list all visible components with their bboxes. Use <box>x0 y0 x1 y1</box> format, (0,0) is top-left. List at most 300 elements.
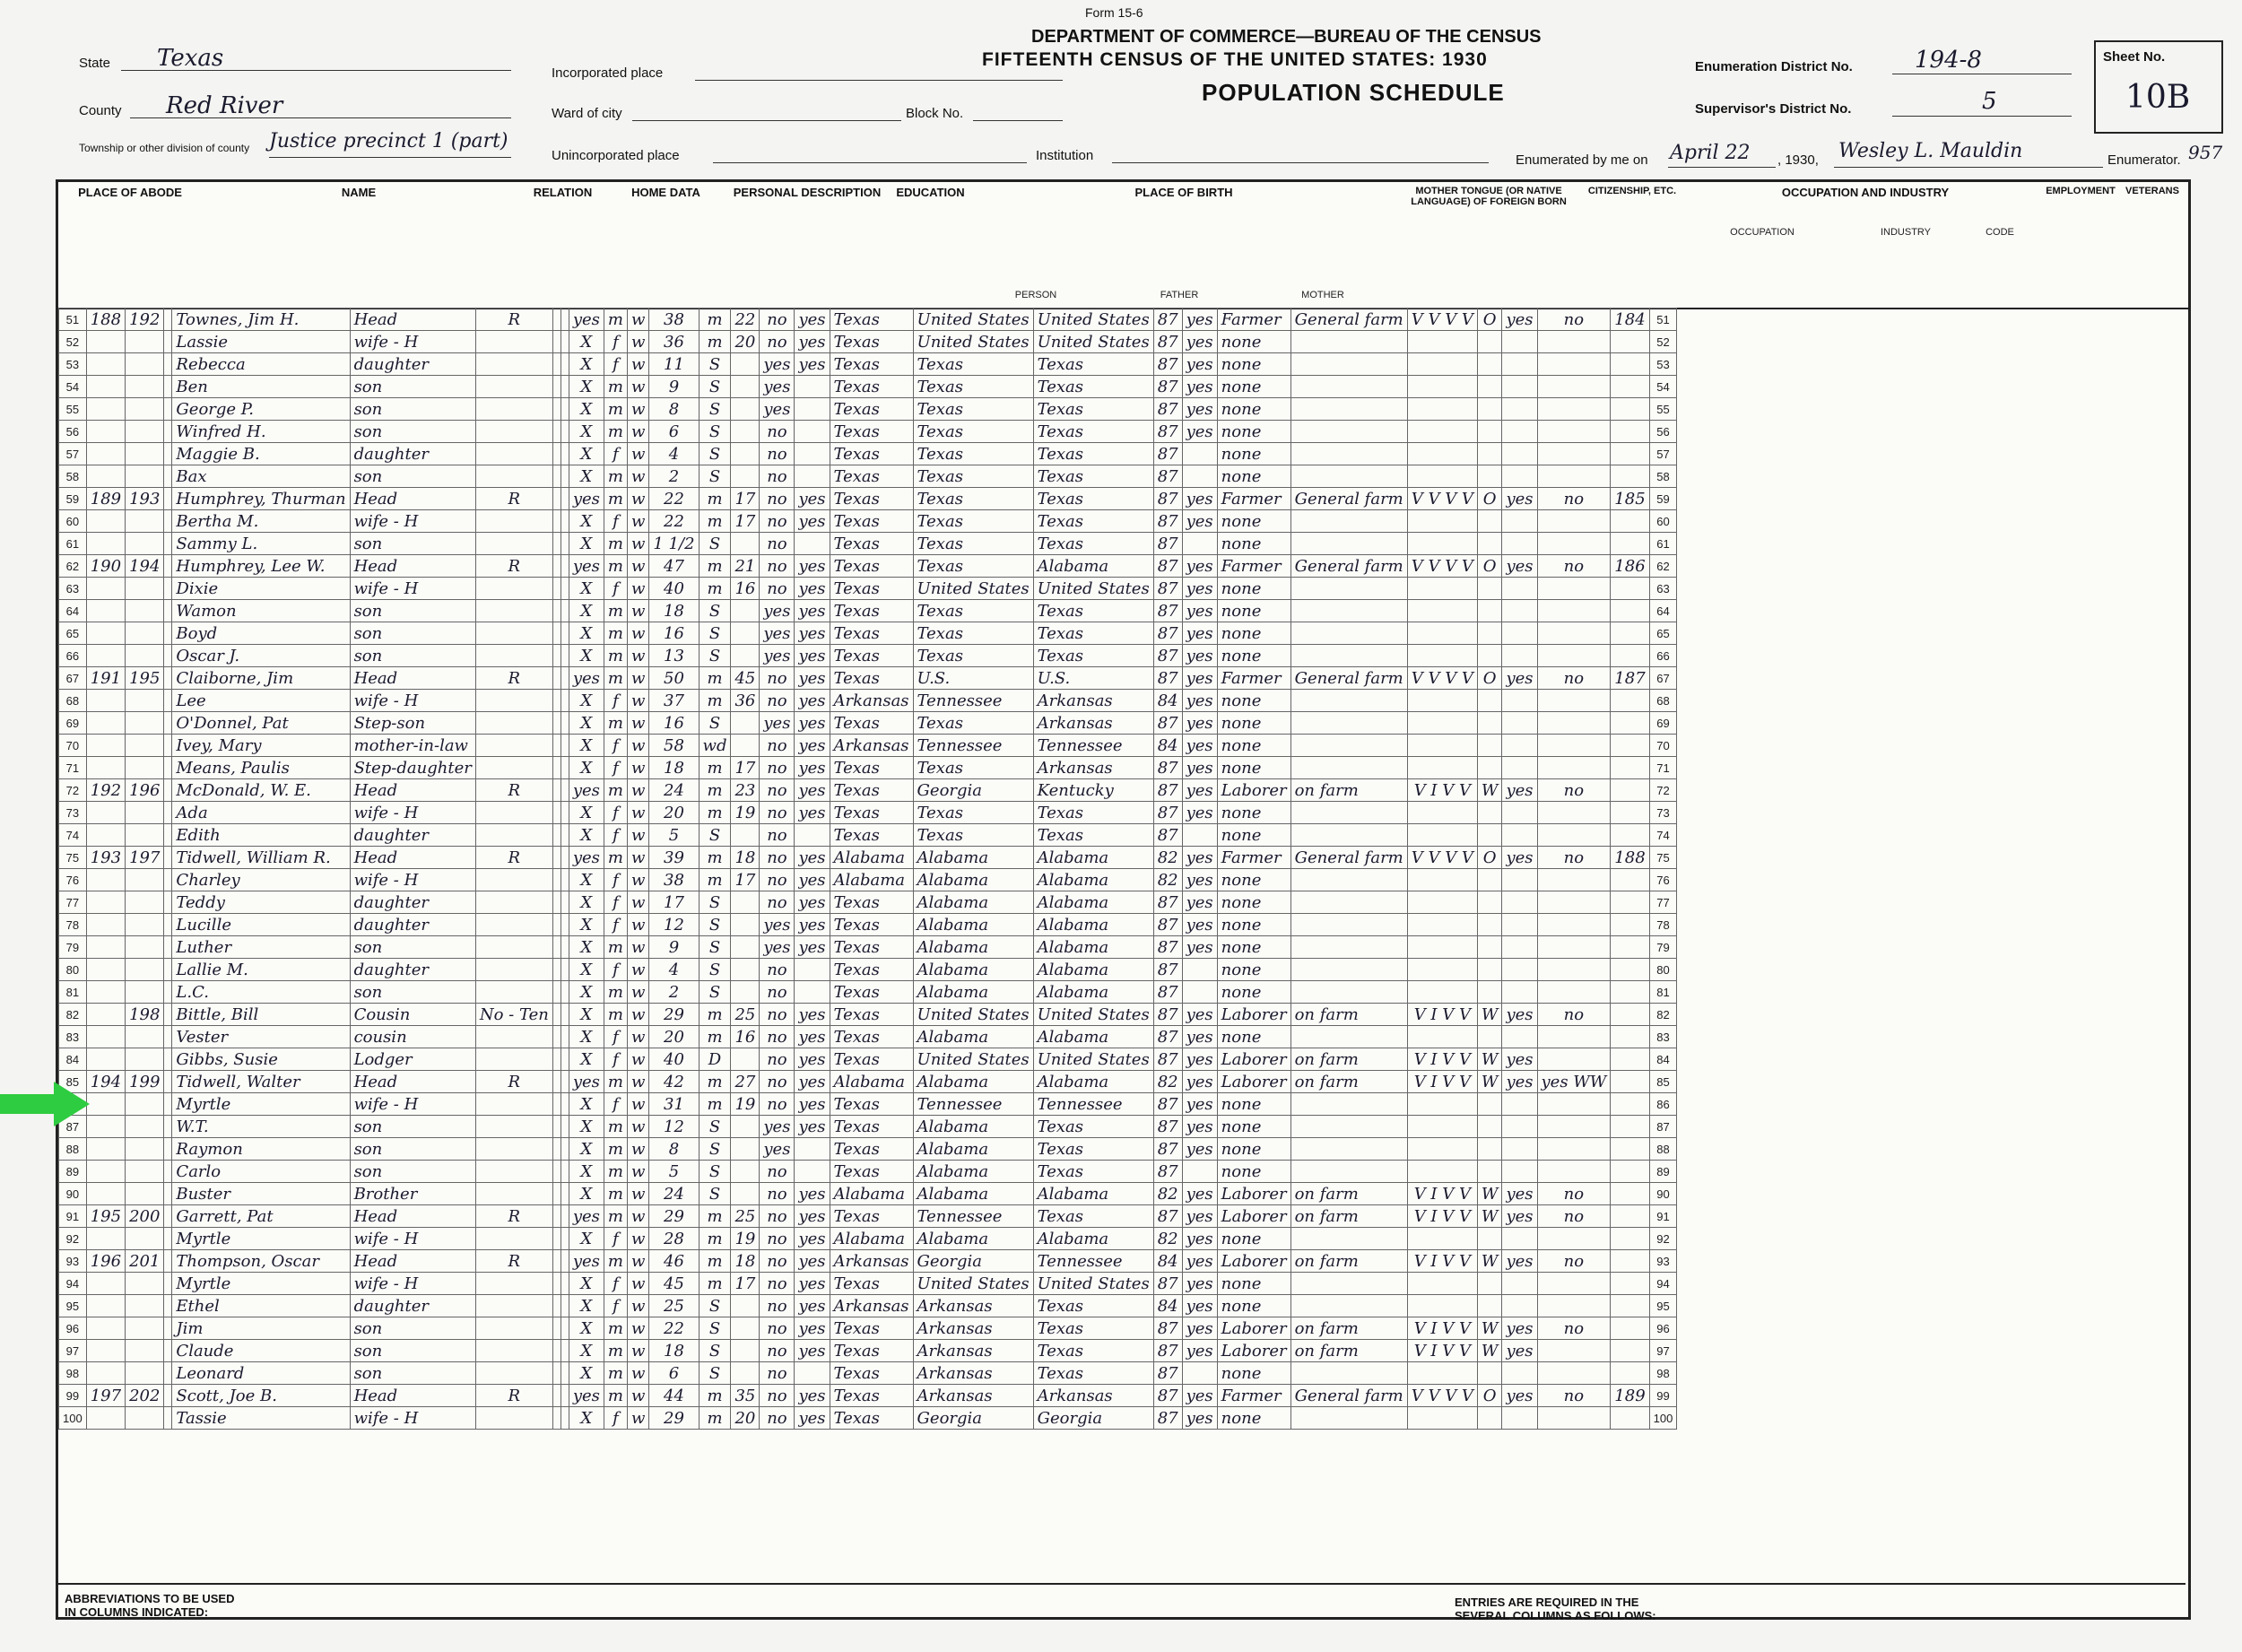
cell-oc <box>1407 959 1477 981</box>
cell-fam <box>126 421 164 443</box>
cell-name: Wamon <box>172 600 350 622</box>
cell-empty <box>552 600 560 622</box>
cell-code: 87 <box>1153 1205 1182 1228</box>
cell-emp: yes <box>1502 1340 1537 1362</box>
cell-code: 82 <box>1153 1183 1182 1205</box>
cell-mbp: Arkansas <box>1033 1385 1153 1407</box>
cell-ind <box>1290 1273 1407 1295</box>
cell-mar: S <box>699 600 731 622</box>
incorporated-underline <box>695 80 1063 81</box>
cell-bp: Texas <box>830 376 913 398</box>
cell-read <box>795 1362 830 1385</box>
cell-own: R <box>475 1205 552 1228</box>
cell-name: Myrtle <box>172 1093 350 1116</box>
cell-farm: X <box>569 465 604 488</box>
cell-cls <box>1477 600 1502 622</box>
cell-ind <box>1290 353 1407 376</box>
cell-fbp: Texas <box>913 421 1033 443</box>
cell-ln: 85 <box>59 1071 87 1093</box>
cell-mbp: Alabama <box>1033 1071 1153 1093</box>
cell-own: R <box>475 309 552 331</box>
cell-name: Winfred H. <box>172 421 350 443</box>
cell-sex: f <box>604 1407 627 1430</box>
cell-own <box>475 1048 552 1071</box>
cell-fbp: United States <box>913 309 1033 331</box>
cell-bp: Texas <box>830 1004 913 1026</box>
cell-mbp: Texas <box>1033 645 1153 667</box>
cell-mbp: Kentucky <box>1033 779 1153 802</box>
cell-race: w <box>627 1004 648 1026</box>
cell-occ: none <box>1217 421 1290 443</box>
cell-dw <box>86 959 125 981</box>
cell-read <box>795 376 830 398</box>
table-row <box>59 398 1677 421</box>
cell-dw <box>86 802 125 824</box>
cell-vet <box>1537 1138 1611 1161</box>
cell-emp <box>1502 981 1537 1004</box>
cell-sch: yes <box>760 936 795 959</box>
col-place-of-birth: PLACE OF BIRTH <box>1134 186 1233 199</box>
cell-agem <box>731 1183 760 1205</box>
cell-read: yes <box>795 802 830 824</box>
cell-rel: wife - H <box>350 1273 475 1295</box>
cell-ln: 72 <box>1649 779 1677 802</box>
cell-ln: 71 <box>59 757 87 779</box>
cell-agem: 45 <box>731 667 760 690</box>
cell-bp: Texas <box>830 1116 913 1138</box>
cell-ln: 60 <box>59 510 87 533</box>
cell-sex: m <box>604 488 627 510</box>
cell-eng: yes <box>1182 1116 1217 1138</box>
cell-ln: 51 <box>1649 309 1677 331</box>
cell-age: 47 <box>649 555 699 578</box>
cell-dw <box>86 578 125 600</box>
cell-read: yes <box>795 622 830 645</box>
cell-code: 87 <box>1153 1407 1182 1430</box>
cell-oc <box>1407 936 1477 959</box>
cell-empty <box>164 1385 172 1407</box>
cell-mar: S <box>699 824 731 847</box>
cell-farm: X <box>569 959 604 981</box>
cell-fbp: United States <box>913 1048 1033 1071</box>
cell-fam <box>126 465 164 488</box>
cell-bp: Alabama <box>830 1071 913 1093</box>
cell-code: 87 <box>1153 353 1182 376</box>
cell-race: w <box>627 847 648 869</box>
cell-ln: 59 <box>59 488 87 510</box>
cell-code: 87 <box>1153 914 1182 936</box>
cell-age: 2 <box>649 981 699 1004</box>
cell-agem: 36 <box>731 690 760 712</box>
cell-ln: 93 <box>59 1250 87 1273</box>
cell-fam <box>126 1317 164 1340</box>
cell-cls <box>1477 981 1502 1004</box>
cell-mar: S <box>699 1183 731 1205</box>
cell-occ: Farmer <box>1217 488 1290 510</box>
cell-mar: S <box>699 1138 731 1161</box>
cell-bp: Texas <box>830 578 913 600</box>
cell-agem <box>731 398 760 421</box>
cell-name: Buster <box>172 1183 350 1205</box>
cell-name: Ada <box>172 802 350 824</box>
cell-own <box>475 1228 552 1250</box>
cell-mar: m <box>699 1250 731 1273</box>
table-row <box>59 555 1677 578</box>
cell-mbp: Texas <box>1033 1362 1153 1385</box>
cell-empty <box>164 779 172 802</box>
cell-ln: 80 <box>59 959 87 981</box>
cell-cls: O <box>1477 1385 1502 1407</box>
cell-empty <box>164 1273 172 1295</box>
cell-read: yes <box>795 1295 830 1317</box>
cell-ind: General farm <box>1290 1385 1407 1407</box>
cell-empty <box>164 1317 172 1340</box>
cell-cls <box>1477 465 1502 488</box>
cell-read <box>795 443 830 465</box>
cell-fn <box>1611 1340 1649 1362</box>
cell-fn: 189 <box>1611 1385 1649 1407</box>
cell-dw <box>86 712 125 735</box>
cell-rel: wife - H <box>350 331 475 353</box>
cell-sex: f <box>604 869 627 891</box>
cell-agem: 19 <box>731 802 760 824</box>
cell-ln: 88 <box>59 1138 87 1161</box>
cell-sch: no <box>760 981 795 1004</box>
cell-mar: m <box>699 309 731 331</box>
cell-name: Townes, Jim H. <box>172 309 350 331</box>
cell-ln: 61 <box>1649 533 1677 555</box>
cell-vet <box>1537 533 1611 555</box>
cell-empty <box>164 936 172 959</box>
cell-farm: X <box>569 914 604 936</box>
cell-farm: X <box>569 1138 604 1161</box>
cell-fbp: Alabama <box>913 1071 1033 1093</box>
cell-ln: 90 <box>1649 1183 1677 1205</box>
cell-empty <box>552 533 560 555</box>
cell-mar: S <box>699 443 731 465</box>
cell-agem: 19 <box>731 1228 760 1250</box>
cell-bp: Alabama <box>830 847 913 869</box>
cell-empty <box>164 331 172 353</box>
cell-name: Lucille <box>172 914 350 936</box>
cell-mar: m <box>699 1205 731 1228</box>
enumerator-underline <box>1834 167 2103 168</box>
cell-vet <box>1537 914 1611 936</box>
cell-empty <box>552 1161 560 1183</box>
cell-fn <box>1611 779 1649 802</box>
cell-fbp: Alabama <box>913 1116 1033 1138</box>
cell-rel: Head <box>350 667 475 690</box>
cell-age: 4 <box>649 443 699 465</box>
cell-ln: 70 <box>59 735 87 757</box>
cell-ln: 54 <box>59 376 87 398</box>
cell-rel: Head <box>350 847 475 869</box>
cell-fn <box>1611 510 1649 533</box>
cell-eng: yes <box>1182 1004 1217 1026</box>
cell-mbp: Texas <box>1033 376 1153 398</box>
cell-occ: none <box>1217 645 1290 667</box>
corner-number: 957 <box>2188 142 2223 163</box>
cell-name: Myrtle <box>172 1228 350 1250</box>
cell-fn <box>1611 802 1649 824</box>
cell-rel: daughter <box>350 824 475 847</box>
cell-eng: yes <box>1182 398 1217 421</box>
cell-ind: General farm <box>1290 488 1407 510</box>
cell-name: Claiborne, Jim <box>172 667 350 690</box>
cell-race: w <box>627 645 648 667</box>
cell-code: 87 <box>1153 488 1182 510</box>
cell-own: R <box>475 1071 552 1093</box>
cell-radio <box>560 1250 569 1273</box>
cell-own <box>475 824 552 847</box>
cell-sex: f <box>604 1048 627 1071</box>
cell-dw <box>86 690 125 712</box>
cell-code: 87 <box>1153 578 1182 600</box>
cell-radio <box>560 981 569 1004</box>
cell-own <box>475 1340 552 1362</box>
cell-mar: S <box>699 1295 731 1317</box>
cell-fn <box>1611 1250 1649 1273</box>
cell-rel: Head <box>350 555 475 578</box>
cell-empty <box>552 802 560 824</box>
table-row <box>59 1228 1677 1250</box>
cell-farm: X <box>569 1004 604 1026</box>
cell-empty <box>552 757 560 779</box>
cell-mar: m <box>699 488 731 510</box>
cell-fam: 201 <box>126 1250 164 1273</box>
census-table <box>58 308 1677 1430</box>
cell-empty <box>164 959 172 981</box>
cell-age: 8 <box>649 1138 699 1161</box>
cell-vet <box>1537 645 1611 667</box>
col-name: NAME <box>341 186 377 199</box>
cell-ln: 68 <box>1649 690 1677 712</box>
cell-dw <box>86 936 125 959</box>
cell-empty <box>164 891 172 914</box>
cell-eng <box>1182 1161 1217 1183</box>
cell-own: R <box>475 847 552 869</box>
cell-vet: no <box>1537 847 1611 869</box>
cell-fn: 185 <box>1611 488 1649 510</box>
cell-eng: yes <box>1182 1317 1217 1340</box>
cell-code: 87 <box>1153 757 1182 779</box>
cell-sch: no <box>760 1407 795 1430</box>
cell-eng: yes <box>1182 802 1217 824</box>
cell-oc <box>1407 981 1477 1004</box>
cell-code: 87 <box>1153 667 1182 690</box>
cell-age: 50 <box>649 667 699 690</box>
cell-race: w <box>627 555 648 578</box>
cell-empty <box>552 1093 560 1116</box>
cell-read <box>795 959 830 981</box>
cell-read: yes <box>795 1340 830 1362</box>
cell-vet: yes WW <box>1537 1071 1611 1093</box>
cell-age: 24 <box>649 1183 699 1205</box>
cell-rel: son <box>350 465 475 488</box>
cell-fbp: Arkansas <box>913 1317 1033 1340</box>
cell-ln: 96 <box>1649 1317 1677 1340</box>
cell-mbp: Texas <box>1033 533 1153 555</box>
cell-bp: Texas <box>830 353 913 376</box>
cell-read: yes <box>795 331 830 353</box>
cell-sch: no <box>760 690 795 712</box>
cell-mar: m <box>699 667 731 690</box>
cell-rel: wife - H <box>350 802 475 824</box>
cell-sex: f <box>604 510 627 533</box>
cell-oc <box>1407 1362 1477 1385</box>
cell-age: 9 <box>649 936 699 959</box>
cell-read: yes <box>795 1385 830 1407</box>
cell-code: 84 <box>1153 735 1182 757</box>
cell-age: 44 <box>649 1385 699 1407</box>
cell-farm: X <box>569 690 604 712</box>
cell-fn <box>1611 891 1649 914</box>
cell-read <box>795 465 830 488</box>
cell-vet: no <box>1537 1250 1611 1273</box>
cell-age: 29 <box>649 1205 699 1228</box>
cell-code: 87 <box>1153 398 1182 421</box>
cell-fam <box>126 1407 164 1430</box>
table-row <box>59 1362 1677 1385</box>
cell-occ: Laborer <box>1217 1340 1290 1362</box>
cell-fn <box>1611 465 1649 488</box>
cell-emp <box>1502 533 1537 555</box>
cell-eng: yes <box>1182 1273 1217 1295</box>
sub-occupation: OCCUPATION <box>1730 227 1794 238</box>
cell-mbp: Alabama <box>1033 555 1153 578</box>
cell-vet <box>1537 712 1611 735</box>
cell-ind <box>1290 465 1407 488</box>
cell-farm: X <box>569 757 604 779</box>
cell-empty <box>552 1385 560 1407</box>
cell-agem <box>731 981 760 1004</box>
cell-sex: f <box>604 353 627 376</box>
cell-empty <box>164 600 172 622</box>
cell-ln: 92 <box>1649 1228 1677 1250</box>
cell-sex: m <box>604 309 627 331</box>
cell-vet <box>1537 443 1611 465</box>
cell-vet: no <box>1537 1183 1611 1205</box>
cell-cls: O <box>1477 667 1502 690</box>
table-row <box>59 510 1677 533</box>
cell-ln: 84 <box>1649 1048 1677 1071</box>
cell-ln: 81 <box>1649 981 1677 1004</box>
cell-sex: m <box>604 1183 627 1205</box>
cell-agem <box>731 891 760 914</box>
cell-ln: 100 <box>1649 1407 1677 1430</box>
table-row <box>59 869 1677 891</box>
cell-own <box>475 533 552 555</box>
cell-fbp: U.S. <box>913 667 1033 690</box>
cell-ln: 60 <box>1649 510 1677 533</box>
cell-code: 84 <box>1153 1250 1182 1273</box>
cell-fn <box>1611 645 1649 667</box>
table-row <box>59 802 1677 824</box>
cell-own <box>475 914 552 936</box>
cell-empty <box>164 443 172 465</box>
cell-fam <box>126 802 164 824</box>
cell-own <box>475 353 552 376</box>
cell-cls: O <box>1477 847 1502 869</box>
cell-farm: yes <box>569 555 604 578</box>
cell-ln: 63 <box>1649 578 1677 600</box>
col-occupation-industry: OCCUPATION AND INDUSTRY <box>1781 186 1950 199</box>
cell-race: w <box>627 1116 648 1138</box>
cell-farm: X <box>569 891 604 914</box>
cell-sex: f <box>604 959 627 981</box>
enumerator-name: Wesley L. Mauldin <box>1838 140 2023 162</box>
cell-occ: none <box>1217 869 1290 891</box>
table-row <box>59 1273 1677 1295</box>
cell-ln: 86 <box>1649 1093 1677 1116</box>
cell-occ: none <box>1217 578 1290 600</box>
cell-fn <box>1611 1093 1649 1116</box>
cell-radio <box>560 959 569 981</box>
cell-fbp: Alabama <box>913 936 1033 959</box>
cell-farm: yes <box>569 847 604 869</box>
cell-sch: no <box>760 802 795 824</box>
cell-read: yes <box>795 1026 830 1048</box>
cell-sex: m <box>604 1071 627 1093</box>
cell-sch: yes <box>760 645 795 667</box>
cell-empty <box>552 443 560 465</box>
cell-sch: no <box>760 578 795 600</box>
cell-sch: no <box>760 309 795 331</box>
cell-dw <box>86 398 125 421</box>
cell-race: w <box>627 1183 648 1205</box>
cell-race: w <box>627 376 648 398</box>
cell-bp: Texas <box>830 398 913 421</box>
cell-mbp: United States <box>1033 1273 1153 1295</box>
cell-code: 87 <box>1153 533 1182 555</box>
cell-oc <box>1407 353 1477 376</box>
cell-sch: no <box>760 847 795 869</box>
cell-name: Ben <box>172 376 350 398</box>
col-veterans: VETERANS <box>2125 186 2179 196</box>
cell-cls <box>1477 533 1502 555</box>
cell-cls <box>1477 1362 1502 1385</box>
cell-empty <box>552 712 560 735</box>
table-row <box>59 1161 1677 1183</box>
cell-farm: X <box>569 936 604 959</box>
table-row <box>59 1407 1677 1430</box>
cell-age: 18 <box>649 600 699 622</box>
cell-oc <box>1407 1161 1477 1183</box>
cell-bp: Texas <box>830 1362 913 1385</box>
cell-rel: wife - H <box>350 1407 475 1430</box>
cell-sex: m <box>604 981 627 1004</box>
cell-empty <box>552 1317 560 1340</box>
cell-rel: Head <box>350 488 475 510</box>
cell-oc <box>1407 645 1477 667</box>
cell-radio <box>560 578 569 600</box>
cell-occ: none <box>1217 1138 1290 1161</box>
cell-fn <box>1611 353 1649 376</box>
table-row <box>59 1138 1677 1161</box>
table-row <box>59 1116 1677 1138</box>
table-row <box>59 1317 1677 1340</box>
cell-empty <box>164 622 172 645</box>
cell-vet: no <box>1537 488 1611 510</box>
cell-cls <box>1477 398 1502 421</box>
supervisor-value: 5 <box>1982 88 1997 115</box>
cell-sch: yes <box>760 1116 795 1138</box>
cell-race: w <box>627 1362 648 1385</box>
cell-mbp: Texas <box>1033 1295 1153 1317</box>
cell-empty <box>552 959 560 981</box>
cell-fn <box>1611 824 1649 847</box>
cell-ln: 67 <box>59 667 87 690</box>
